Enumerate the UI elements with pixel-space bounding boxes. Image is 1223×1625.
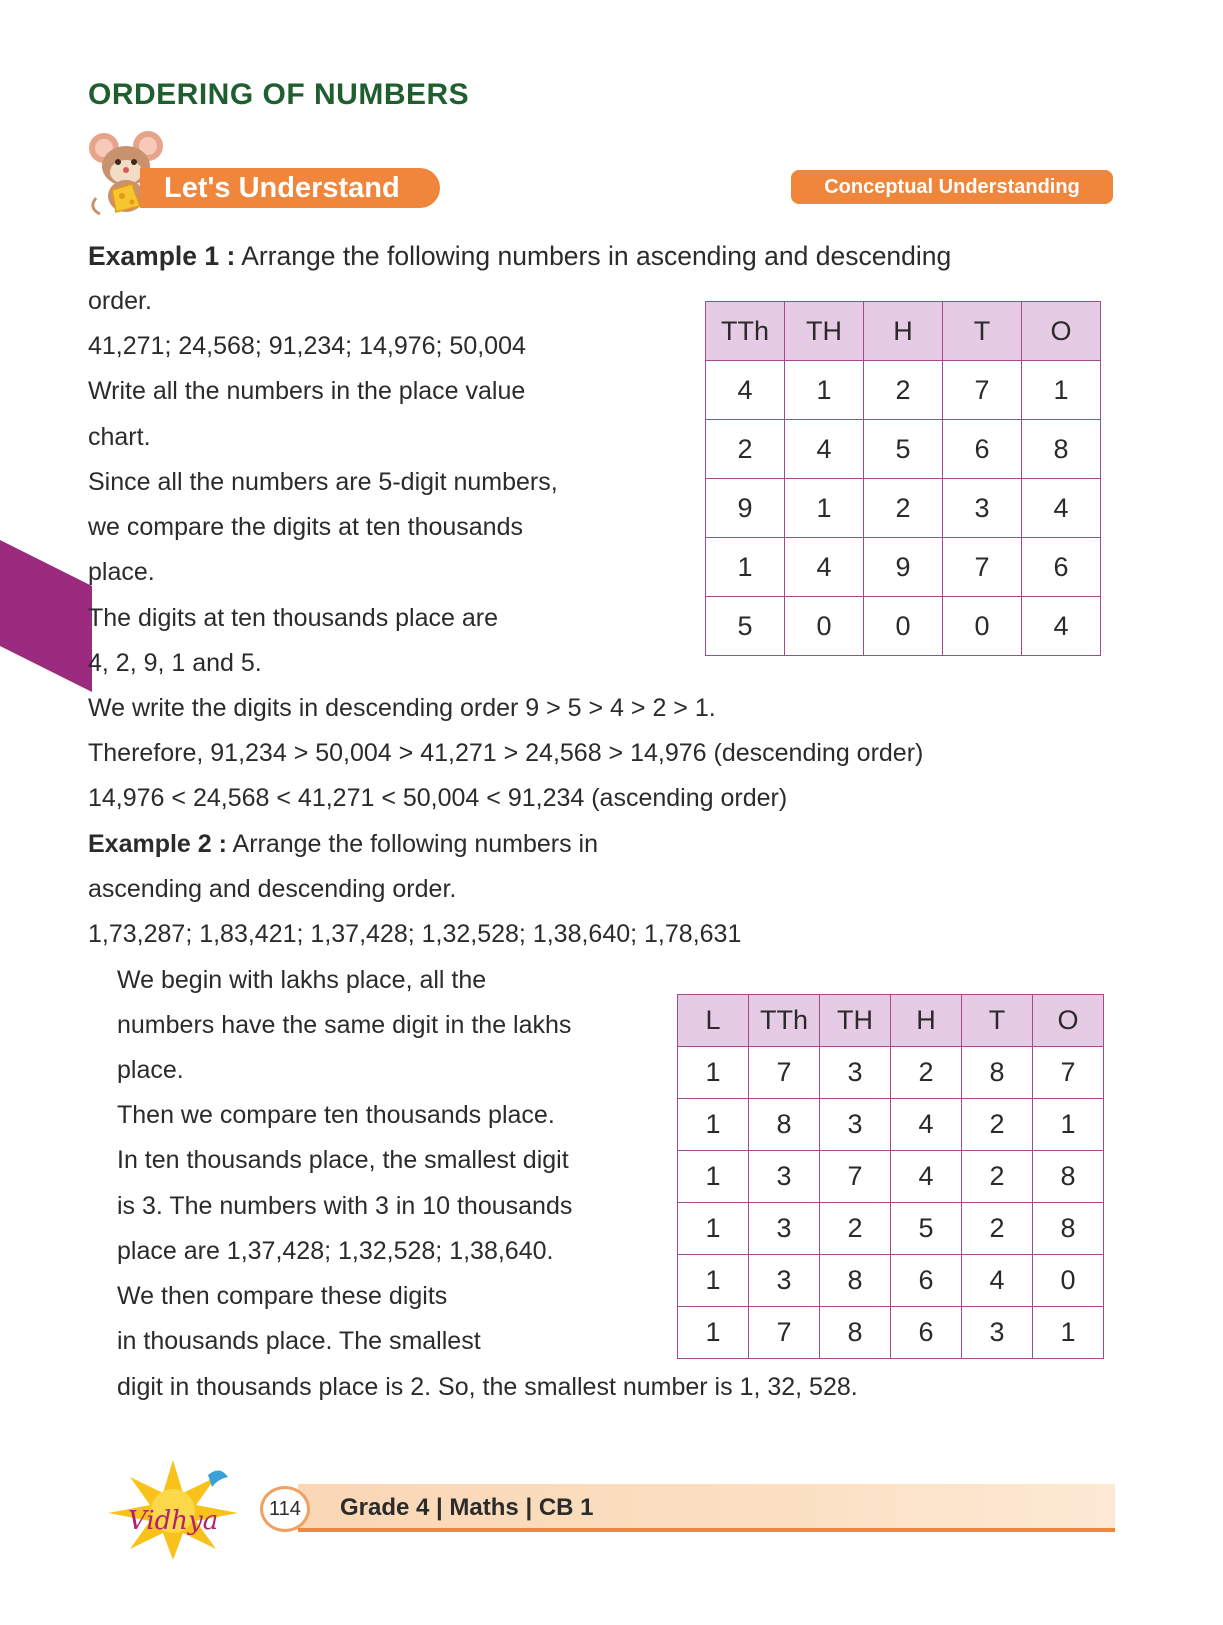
- table-cell: 8: [962, 1047, 1033, 1099]
- example2-text-line: In ten thousands place, the smallest digit: [117, 1146, 569, 1174]
- table-row: [678, 1203, 1104, 1255]
- table-header-cell: TTh: [749, 995, 820, 1047]
- table-cell: 1: [678, 1307, 749, 1359]
- example1-intro-cont: order.: [88, 287, 152, 315]
- table-cell: 1: [785, 479, 864, 538]
- example1-text-line: we compare the digits at ten thousands: [88, 513, 523, 541]
- example1-label: Example 1 :: [88, 241, 236, 271]
- example1-descending-digits: We write the digits in descending order 9 > 5 > 4 > 2 > 1.: [88, 694, 716, 722]
- example2-label: Example 2 :: [88, 830, 227, 858]
- table-header-cell: T: [962, 995, 1033, 1047]
- table-row: [706, 538, 1101, 597]
- table-cell: 2: [706, 420, 785, 479]
- table-cell: 4: [1022, 479, 1101, 538]
- table-row: [706, 597, 1101, 656]
- example1-text-line: 4, 2, 9, 1 and 5.: [88, 649, 262, 677]
- example2-text-line: place.: [117, 1056, 184, 1084]
- table-row: [706, 361, 1101, 420]
- table-cell: 2: [891, 1047, 962, 1099]
- example1-ascending-order: 14,976 < 24,568 < 41,271 < 50,004 < 91,234 (ascending order): [88, 784, 788, 812]
- example2-text-line: in thousands place. The smallest: [117, 1327, 481, 1355]
- table-cell: 2: [864, 361, 943, 420]
- table-cell: 6: [1022, 538, 1101, 597]
- table-cell: 1: [706, 538, 785, 597]
- conceptual-understanding-badge: Conceptual Understanding: [791, 170, 1113, 204]
- table-cell: 1: [678, 1047, 749, 1099]
- table-cell: 1: [678, 1099, 749, 1151]
- table-cell: 5: [864, 420, 943, 479]
- table-header-cell: T: [943, 302, 1022, 361]
- table-cell: 0: [785, 597, 864, 656]
- example1-text-line: Write all the numbers in the place value: [88, 377, 526, 405]
- example2-intro: Example 2 : Arrange the following numbers in: [88, 830, 598, 858]
- place-value-table-2: [677, 994, 1104, 1359]
- table-cell: 2: [962, 1203, 1033, 1255]
- table-cell: 9: [706, 479, 785, 538]
- table-header-cell: TH: [820, 995, 891, 1047]
- table-row: [678, 1099, 1104, 1151]
- example2-numbers: 1,73,287; 1,83,421; 1,37,428; 1,32,528; 1,38,640; 1,78,631: [88, 920, 742, 948]
- table-cell: 2: [820, 1203, 891, 1255]
- table-cell: 1: [678, 1151, 749, 1203]
- table-cell: 7: [820, 1151, 891, 1203]
- table-cell: 4: [785, 538, 864, 597]
- table-cell: 8: [820, 1255, 891, 1307]
- table-cell: 5: [891, 1203, 962, 1255]
- table-cell: 9: [864, 538, 943, 597]
- example2-text-line: place are 1,37,428; 1,32,528; 1,38,640.: [117, 1237, 554, 1265]
- footer-text: Grade 4 | Maths | CB 1: [340, 1494, 594, 1521]
- logo-text: Vidhya: [128, 1506, 219, 1536]
- table-cell: 5: [706, 597, 785, 656]
- example2-text-line: We begin with lakhs place, all the: [117, 966, 487, 994]
- table-cell: 7: [1033, 1047, 1104, 1099]
- table-cell: 8: [820, 1307, 891, 1359]
- example2-intro-cont: ascending and descending order.: [88, 875, 457, 903]
- table-cell: 1: [785, 361, 864, 420]
- table-row: [678, 1255, 1104, 1307]
- lets-understand-badge: Let's Understand: [140, 168, 440, 208]
- table-cell: 0: [943, 597, 1022, 656]
- table-row: [678, 1151, 1104, 1203]
- table-cell: 4: [706, 361, 785, 420]
- table-cell: 3: [943, 479, 1022, 538]
- example2-text-line: We then compare these digits: [117, 1282, 448, 1310]
- table-cell: 7: [749, 1307, 820, 1359]
- table-cell: 4: [962, 1255, 1033, 1307]
- table-cell: 7: [943, 361, 1022, 420]
- table-cell: 6: [891, 1307, 962, 1359]
- table-cell: 2: [962, 1151, 1033, 1203]
- table-cell: 8: [1022, 420, 1101, 479]
- page-number: 114: [260, 1486, 310, 1532]
- table-cell: 6: [891, 1255, 962, 1307]
- page-title: ORDERING OF NUMBERS: [88, 78, 470, 111]
- table-cell: 7: [943, 538, 1022, 597]
- table-cell: 1: [1033, 1307, 1104, 1359]
- table-cell: 1: [678, 1203, 749, 1255]
- table-cell: 6: [943, 420, 1022, 479]
- table-header-cell: TTh: [706, 302, 785, 361]
- table-header-row: [706, 302, 1101, 361]
- table-header-row: [678, 995, 1104, 1047]
- table-cell: 3: [749, 1151, 820, 1203]
- example2-text-line: numbers have the same digit in the lakhs: [117, 1011, 572, 1039]
- table-cell: 8: [749, 1099, 820, 1151]
- example1-text-line: The digits at ten thousands place are: [88, 604, 498, 632]
- table-header-cell: O: [1022, 302, 1101, 361]
- table-cell: 0: [1033, 1255, 1104, 1307]
- table-cell: 2: [962, 1099, 1033, 1151]
- table-header-cell: H: [891, 995, 962, 1047]
- table-cell: 0: [864, 597, 943, 656]
- table-header-cell: H: [864, 302, 943, 361]
- table-header-cell: O: [1033, 995, 1104, 1047]
- table-cell: 8: [1033, 1151, 1104, 1203]
- example1-numbers: 41,271; 24,568; 91,234; 14,976; 50,004: [88, 332, 526, 360]
- table-header-cell: L: [678, 995, 749, 1047]
- table-cell: 4: [1022, 597, 1101, 656]
- table-row: [678, 1047, 1104, 1099]
- table-cell: 3: [749, 1255, 820, 1307]
- example1-text-line: chart.: [88, 423, 151, 451]
- example1-descending-order: Therefore, 91,234 > 50,004 > 41,271 > 24,568 > 14,976 (descending order): [88, 739, 924, 767]
- example1-text-line: Since all the numbers are 5-digit numbers,: [88, 468, 558, 496]
- table-cell: 2: [864, 479, 943, 538]
- side-decoration: [0, 540, 92, 692]
- place-value-table-1: [705, 301, 1101, 656]
- table-header-cell: TH: [785, 302, 864, 361]
- table-row: [706, 479, 1101, 538]
- table-row: [706, 420, 1101, 479]
- example1-intro: Example 1 : Arrange the following numbers in ascending and descending: [88, 241, 952, 271]
- table-cell: 1: [678, 1255, 749, 1307]
- table-cell: 3: [962, 1307, 1033, 1359]
- table-cell: 7: [749, 1047, 820, 1099]
- table-cell: 4: [891, 1099, 962, 1151]
- vidhya-logo-icon: [88, 1455, 258, 1565]
- table-cell: 1: [1022, 361, 1101, 420]
- example1-text-line: place.: [88, 558, 155, 586]
- example2-text-line: digit in thousands place is 2. So, the smallest number is 1, 32, 528.: [117, 1373, 858, 1401]
- table-cell: 4: [785, 420, 864, 479]
- table-row: [678, 1307, 1104, 1359]
- example2-text-line: Then we compare ten thousands place.: [117, 1101, 555, 1129]
- table-cell: 4: [891, 1151, 962, 1203]
- table-cell: 1: [1033, 1099, 1104, 1151]
- table-cell: 3: [820, 1047, 891, 1099]
- table-cell: 8: [1033, 1203, 1104, 1255]
- example2-text-line: is 3. The numbers with 3 in 10 thousands: [117, 1192, 573, 1220]
- table-cell: 3: [749, 1203, 820, 1255]
- table-cell: 3: [820, 1099, 891, 1151]
